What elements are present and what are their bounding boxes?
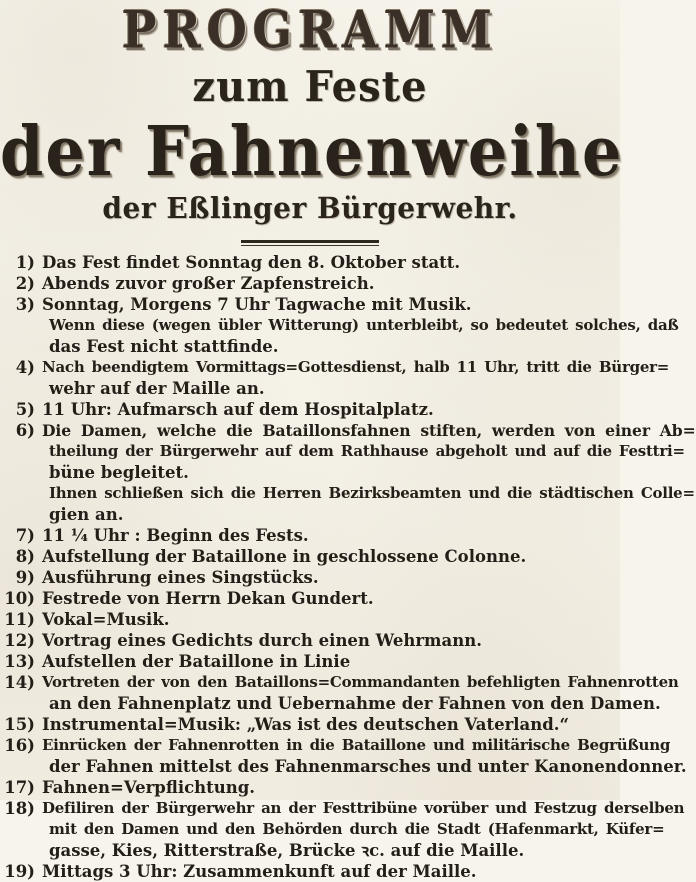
program-item-number: 18) — [4, 799, 35, 818]
program-item — [0, 714, 604, 735]
program-item-text — [42, 294, 679, 357]
program-item-line: Mittags 3 Uhr: Zusammenkunft auf der Maille. — [42, 862, 477, 881]
program-item-line: 11 ¼ Uhr : Beginn des Fests. — [42, 526, 309, 545]
program-item — [0, 567, 604, 588]
program-item-line: mit den Damen und den Behörden durch die Stadt (Hafenmarkt, Küfer= — [49, 820, 665, 838]
program-list — [0, 252, 696, 882]
program-item-line: Aufstellen der Bataillone in Linie — [42, 652, 351, 671]
program-item-line: wehr auf der Maille an. — [49, 379, 265, 398]
program-item-number: 16) — [4, 736, 35, 755]
program-item-text — [42, 672, 679, 714]
program-item-line: Ausführung eines Singstücks. — [42, 568, 319, 587]
program-item-number: 4) — [15, 358, 35, 377]
program-item-number: 15) — [4, 715, 35, 734]
page-title: PROGRAMM — [122, 0, 498, 60]
program-item-text — [42, 630, 604, 651]
program-item-text — [42, 735, 687, 777]
program-item-text — [42, 861, 604, 882]
program-item — [0, 525, 604, 546]
program-item-number: 1) — [15, 253, 35, 272]
program-item-number: 3) — [15, 295, 35, 314]
program-item — [0, 252, 604, 273]
divider-rule — [241, 240, 379, 246]
program-item-line: theilung der Bürgerwehr auf dem Rathhause abgeholt und auf die Festtri= — [49, 442, 685, 460]
program-item — [0, 588, 604, 609]
program-item-number: 10) — [4, 589, 35, 608]
program-item — [0, 777, 604, 798]
program-item-line: Instrumental=Musik: „Was ist des deutschen Vaterland.“ — [42, 715, 569, 734]
program-item-text — [42, 798, 685, 861]
program-item — [0, 546, 604, 567]
program-item-text — [42, 546, 604, 567]
program-item-line: Sonntag, Morgens 7 Uhr Tagwache mit Musik. — [42, 295, 472, 314]
program-item — [0, 672, 679, 714]
program-item-text — [42, 609, 604, 630]
program-item — [0, 294, 679, 357]
program-item-line: an den Fahnenplatz und Uebernahme der Fahnen von den Damen. — [49, 694, 661, 713]
program-item-text — [42, 252, 604, 273]
subtitle-line-2: der Fahnenweihe — [0, 111, 624, 192]
program-item — [0, 420, 696, 525]
program-item-text — [42, 588, 604, 609]
program-item-line: Vokal=Musik. — [42, 610, 170, 629]
program-item-number: 9) — [15, 568, 35, 587]
program-item-line: Wenn diese (wegen übler Witterung) unterbleibt, so bedeutet solches, daß — [49, 316, 679, 334]
program-item-text — [42, 567, 604, 588]
program-item — [0, 651, 604, 672]
program-item-line: Die Damen, welche die Bataillonsfahnen stiften, werden von einer Ab= — [42, 421, 696, 440]
program-item-number: 14) — [4, 673, 35, 692]
program-item-number: 11) — [4, 610, 35, 629]
program-item-line: Fahnen=Verpflichtung. — [42, 778, 256, 797]
program-item — [0, 357, 670, 399]
subtitle-line-1: zum Feste — [192, 61, 428, 112]
program-item — [0, 630, 604, 651]
program-item-number: 6) — [15, 421, 35, 440]
program-item-line: Das Fest findet Sonntag den 8. Oktober statt. — [42, 253, 461, 272]
program-item-line: der Fahnen mittelst des Fahnenmarsches und unter Kanonendonner. — [49, 757, 687, 776]
program-item-line: gien an. — [49, 505, 124, 524]
program-item-line: Ihnen schließen sich die Herren Bezirksbeamten und die städtischen Colle= — [49, 484, 695, 502]
program-item — [0, 798, 685, 861]
program-item-number: 19) — [4, 862, 35, 881]
program-item — [0, 609, 604, 630]
program-item-text — [42, 273, 604, 294]
program-item-line: Defiliren der Bürgerwehr an der Festtribüne vorüber und Festzug derselben — [42, 799, 685, 817]
program-item — [0, 735, 687, 777]
program-item-number: 5) — [15, 400, 35, 419]
program-item-text — [42, 714, 604, 735]
program-item-number: 2) — [15, 274, 35, 293]
program-item-text — [42, 399, 604, 420]
subtitle-line-3: der Eßlinger Bürgerwehr. — [102, 190, 518, 226]
program-item-number: 17) — [4, 778, 35, 797]
program-item-line: Vortreten der von den Bataillons=Commandanten befehligten Fahnenrotten — [42, 673, 679, 691]
program-item-line: Einrücken der Fahnenrotten in die Bataillone und militärische Begrüßung — [42, 736, 671, 754]
program-item-line: das Fest nicht stattfinde. — [49, 337, 279, 356]
program-item-line: 11 Uhr: Aufmarsch auf dem Hospitalplatz. — [42, 400, 434, 419]
program-item-line: Aufstellung der Bataillone in geschlossene Colonne. — [42, 547, 527, 566]
program-item-line: gasse, Kies, Ritterstraße, Brücke ꝛc. auf die Maille. — [49, 841, 525, 860]
program-item-text — [42, 525, 604, 546]
program-item-number: 8) — [15, 547, 35, 566]
program-item-number: 7) — [15, 526, 35, 545]
program-item-line: Nach beendigtem Vormittags=Gottesdienst, halb 11 Uhr, tritt die Bürger= — [42, 358, 670, 376]
program-item-text — [42, 651, 604, 672]
program-item-line: Festrede von Herrn Dekan Gundert. — [42, 589, 374, 608]
program-item — [0, 399, 604, 420]
program-item-number: 13) — [4, 652, 35, 671]
program-item-text — [42, 357, 670, 399]
program-item-line: Abends zuvor großer Zapfenstreich. — [42, 274, 375, 293]
program-item-line: Vortrag eines Gedichts durch einen Wehrmann. — [42, 631, 482, 650]
divider-rule-thin — [241, 245, 379, 246]
program-item-text — [42, 777, 604, 798]
program-item-number: 12) — [4, 631, 35, 650]
program-item-text — [42, 420, 696, 525]
program-item-line: büne begleitet. — [49, 463, 189, 482]
program-item — [0, 861, 604, 882]
program-item — [0, 273, 604, 294]
